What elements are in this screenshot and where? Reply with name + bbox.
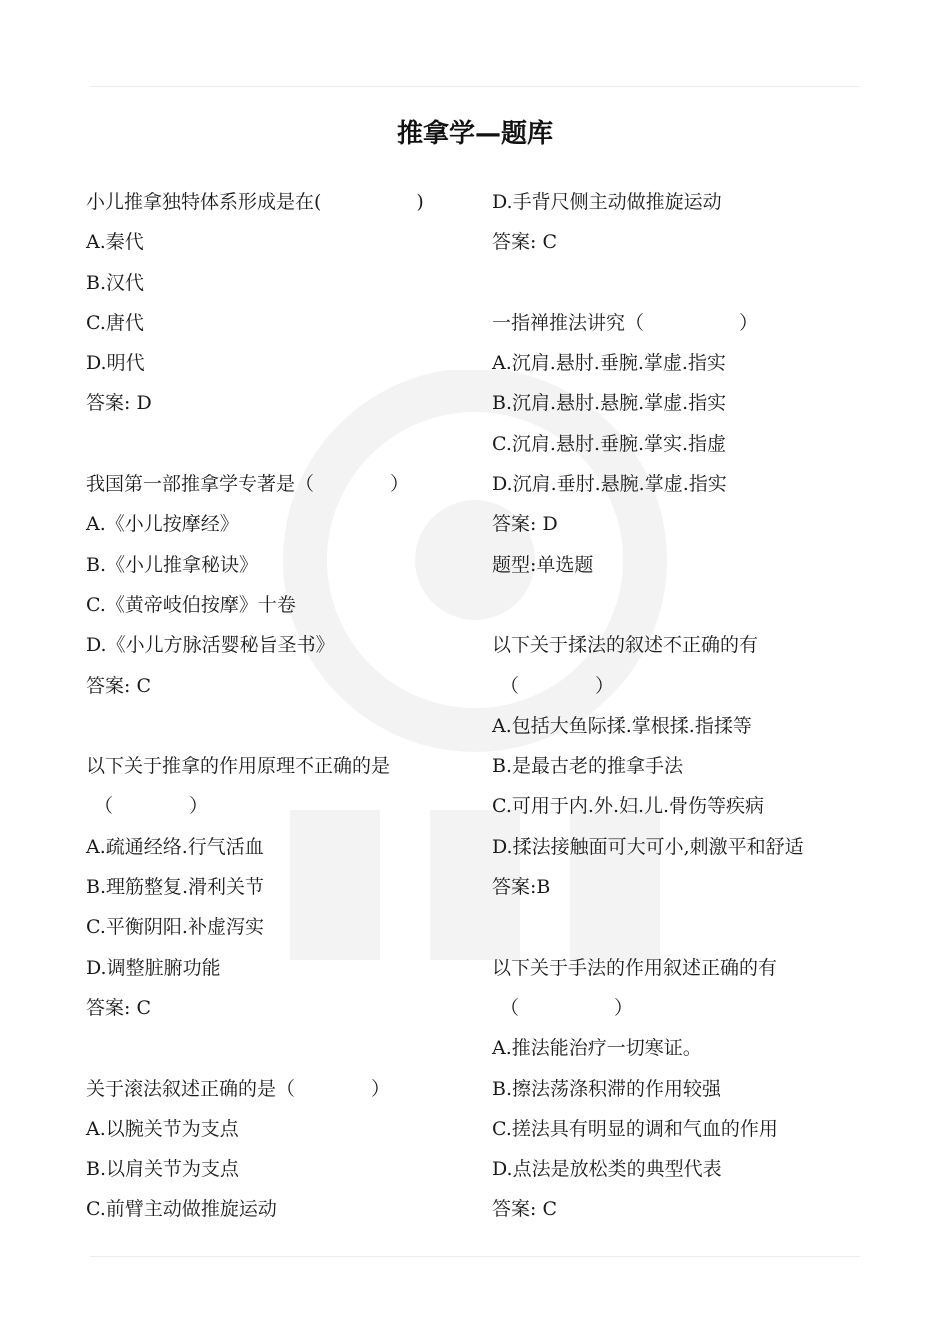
question-text: 一指禅推法讲究（ ） — [492, 311, 759, 334]
right-column — [492, 182, 872, 1230]
question-block-7 — [492, 948, 872, 1230]
option-a: A.包括大鱼际揉.掌根揉.指揉等 — [492, 714, 752, 737]
option-b: B.理筋整复.滑利关节 — [86, 876, 265, 899]
option-a: A.推法能治疗一切寒证。 — [492, 1037, 702, 1060]
question-text: 我国第一部推拿学专著是（ ） — [86, 473, 410, 496]
option-a: A.《小儿按摩经》 — [86, 513, 239, 536]
question-block-2 — [86, 464, 466, 706]
option-a: A.疏通经络.行气活血 — [86, 835, 264, 858]
option-b: B.以肩关节为支点 — [86, 1158, 240, 1181]
option-d: D.揉法接触面可大可小,刺激平和舒适 — [492, 835, 804, 858]
left-column — [86, 182, 466, 1230]
option-c: C.《黄帝岐伯按摩》十卷 — [86, 593, 296, 616]
question-text: 关于滚法叙述正确的是（ ） — [86, 1077, 391, 1100]
answer-text: 答案: C — [86, 996, 151, 1019]
question-blank: （ ） — [500, 996, 634, 1019]
question-block-4-continued — [492, 182, 872, 263]
option-d: D.调整脏腑功能 — [86, 956, 221, 979]
option-b: B.擦法荡涤积滞的作用较强 — [492, 1077, 722, 1100]
answer-text: 答案: D — [492, 513, 558, 536]
option-b: B.是最古老的推拿手法 — [492, 755, 684, 778]
option-d: D.明代 — [86, 352, 145, 375]
option-c: C.可用于内.外.妇.儿.骨伤等疾病 — [492, 795, 765, 818]
option-d: D.手背尺侧主动做推旋运动 — [492, 191, 722, 213]
option-c: C.前臂主动做推旋运动 — [86, 1198, 277, 1221]
option-c: C.搓法具有明显的调和气血的作用 — [492, 1117, 778, 1140]
question-block-6 — [492, 625, 872, 907]
bottom-divider — [90, 1256, 860, 1257]
option-a: A.沉肩.悬肘.垂腕.掌虚.指实 — [492, 352, 726, 375]
page-title: 推拿学—题库 — [396, 119, 553, 149]
question-block-1 — [86, 182, 466, 424]
answer-text: 答案: C — [492, 231, 557, 254]
answer-text: 答案: C — [86, 674, 151, 697]
option-d: D.点法是放松类的典型代表 — [492, 1158, 722, 1181]
option-a: A.以腕关节为支点 — [86, 1117, 239, 1140]
option-a: A.秦代 — [86, 231, 144, 254]
option-c: C.唐代 — [86, 311, 144, 334]
top-divider — [90, 86, 860, 87]
question-block-4 — [86, 1069, 466, 1230]
question-blank: （ ） — [500, 674, 615, 697]
question-text: 以下关于推拿的作用原理不正确的是 — [86, 755, 391, 778]
question-text: 小儿推拿独特体系形成是在( ) — [86, 191, 424, 213]
option-d: D.《小儿方脉活婴秘旨圣书》 — [86, 634, 335, 657]
option-b: B.汉代 — [86, 271, 145, 294]
question-blank: （ ） — [94, 795, 209, 818]
question-text: 以下关于揉法的叙述不正确的有 — [492, 634, 759, 657]
question-type: 题型:单选题 — [492, 553, 594, 576]
answer-text: 答案: D — [86, 392, 152, 415]
option-d: D.沉肩.垂肘.悬腕.掌虚.指实 — [492, 473, 727, 496]
question-text: 以下关于手法的作用叙述正确的有 — [492, 956, 778, 979]
question-block-3 — [86, 746, 466, 1028]
option-c: C.沉肩.悬肘.垂腕.掌实.指虚 — [492, 432, 727, 455]
answer-text: 答案:B — [492, 876, 551, 899]
answer-text: 答案: C — [492, 1198, 557, 1221]
option-c: C.平衡阴阳.补虚泻实 — [86, 916, 264, 939]
option-b: B.沉肩.悬肘.悬腕.掌虚.指实 — [492, 392, 727, 415]
question-block-5 — [492, 303, 872, 585]
option-b: B.《小儿推拿秘诀》 — [86, 553, 259, 576]
